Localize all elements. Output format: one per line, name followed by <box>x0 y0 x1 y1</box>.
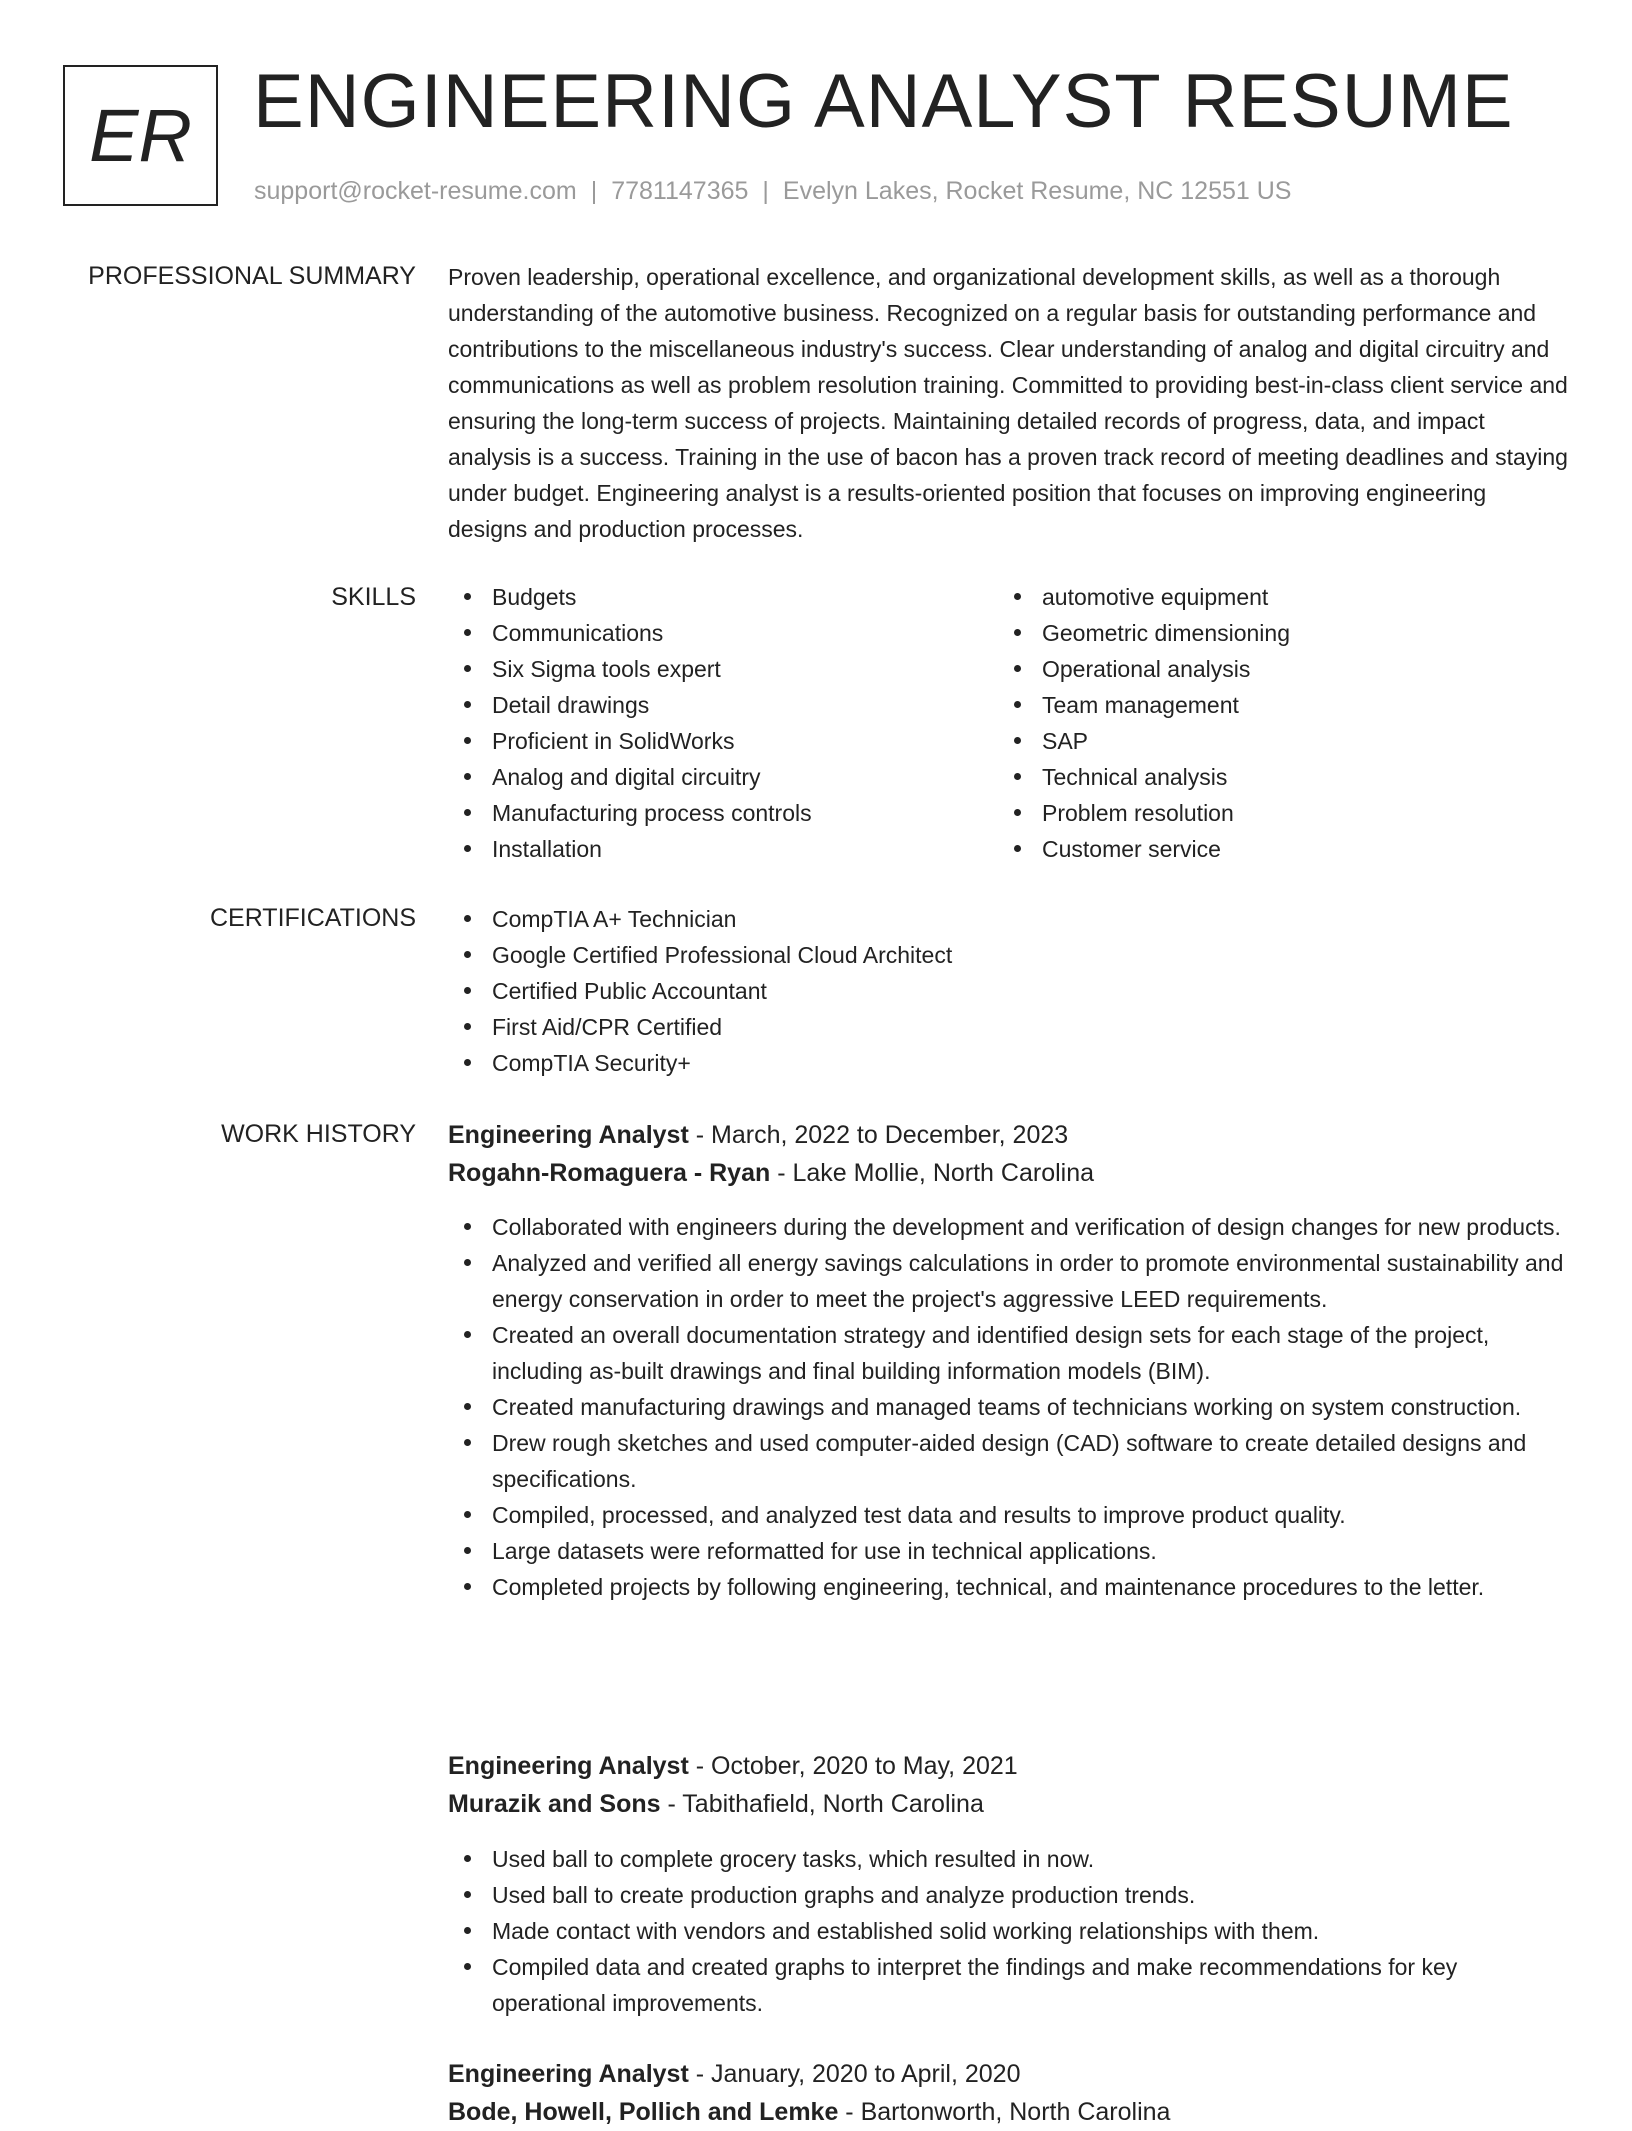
job-bullet: Large datasets were reformatted for use in technical applications. <box>448 1533 1570 1569</box>
summary-label: PROFESSIONAL SUMMARY <box>88 262 416 290</box>
monogram-initials: ER <box>63 65 218 206</box>
job-company: Murazik and Sons <box>448 1790 661 1818</box>
certification-item: Certified Public Accountant <box>448 973 1570 1009</box>
contact-line <box>254 174 1291 208</box>
skill-item: Customer service <box>998 831 1518 867</box>
certifications-list <box>448 901 1570 1081</box>
skill-item: Problem resolution <box>998 795 1518 831</box>
job-bullet: Completed projects by following engineering, technical, and maintenance procedures to the letter. <box>448 1569 1570 1605</box>
contact-address: Evelyn Lakes, Rocket Resume, NC 12551 US <box>782 177 1292 205</box>
job-dates: - January, 2020 to April, 2020 <box>688 2060 1021 2088</box>
skill-item: Analog and digital circuitry <box>448 759 968 795</box>
skill-item: Proficient in SolidWorks <box>448 723 968 759</box>
certifications-label: CERTIFICATIONS <box>209 904 416 932</box>
job-bullet: Collaborated with engineers during the development and verification of design changes for new products. <box>448 1209 1570 1245</box>
job-title: Engineering Analyst <box>448 1752 689 1780</box>
skills-label: SKILLS <box>331 583 416 611</box>
job-dates: - October, 2020 to May, 2021 <box>688 1752 1018 1780</box>
job-title-line <box>448 2055 1570 2093</box>
job-bullet: Created an overall documentation strategy and identified design sets for each stage of the project, including as-built drawings and final building information models (BIM). <box>448 1317 1570 1389</box>
job-entry <box>448 1747 1570 1823</box>
job-company-line <box>448 1154 1570 1192</box>
contact-separator: | <box>762 177 769 205</box>
job-bullet: Used ball to create production graphs and analyze production trends. <box>448 1877 1570 1913</box>
skill-item: Technical analysis <box>998 759 1518 795</box>
page-title: ENGINEERING ANALYST RESUME <box>253 59 1514 144</box>
job-company-line <box>448 1785 1570 1823</box>
skills-column-1 <box>448 579 968 867</box>
job-bullets <box>448 1209 1570 1605</box>
contact-separator: | <box>590 177 598 205</box>
skills-list <box>448 579 1570 869</box>
job-bullet: Compiled, processed, and analyzed test data and results to improve product quality. <box>448 1497 1570 1533</box>
skill-item: Installation <box>448 831 968 867</box>
job-company: Bode, Howell, Pollich and Lemke <box>448 2098 839 2126</box>
job-bullet: Compiled data and created graphs to interpret the findings and make recommendations for key operational improvements. <box>448 1949 1570 2021</box>
job-bullet: Created manufacturing drawings and managed teams of technicians working on system construction. <box>448 1389 1570 1425</box>
skill-item: automotive equipment <box>998 579 1518 615</box>
job-bullet: Made contact with vendors and established solid working relationships with them. <box>448 1913 1570 1949</box>
skill-item: Budgets <box>448 579 968 615</box>
job-bullet: Drew rough sketches and used computer-aided design (CAD) software to create detailed designs and specifications. <box>448 1425 1570 1497</box>
job-location: - Tabithafield, North Carolina <box>660 1790 984 1818</box>
summary-text: Proven leadership, operational excellence, and organizational development skills, as well as a thorough understanding of the automotive business. Recognized on a regular basis for outstanding performance and contributions to the miscellaneous industry's success. Clear understanding of analog and digital circuitry and communications as well as problem resolution training. Committed to providing best-in-class client service and ensuring the long-term success of projects. Maintaining detailed records of progress, data, and impact analysis is a success. Training in the use of bacon has a proven track record of meeting deadlines and staying under budget. Engineering analyst is a results-oriented position that focuses on improving engineering designs and production processes. <box>448 264 1568 542</box>
job-entry <box>448 1116 1570 1192</box>
job-location: - Bartonworth, North Carolina <box>838 2098 1171 2126</box>
skill-item: Operational analysis <box>998 651 1518 687</box>
skill-item: Team management <box>998 687 1518 723</box>
job-dates: - March, 2022 to December, 2023 <box>688 1121 1069 1149</box>
job-title-line <box>448 1747 1570 1785</box>
contact-email: support@rocket-resume.com <box>254 177 577 205</box>
skill-item: Geometric dimensioning <box>998 615 1518 651</box>
skill-item: SAP <box>998 723 1518 759</box>
job-title-line <box>448 1116 1570 1154</box>
job-entry <box>448 2055 1570 2131</box>
certification-item: CompTIA A+ Technician <box>448 901 1570 937</box>
job-company: Rogahn-Romaguera - Ryan <box>448 1159 771 1187</box>
certification-item: First Aid/CPR Certified <box>448 1009 1570 1045</box>
job-title: Engineering Analyst <box>448 1121 689 1149</box>
contact-phone: 7781147365 <box>611 177 749 205</box>
job-bullet: Analyzed and verified all energy savings calculations in order to promote environmental sustainability and energy conservation in order to meet the project's aggressive LEED requirements. <box>448 1245 1570 1317</box>
job-bullet: Used ball to complete grocery tasks, which resulted in now. <box>448 1841 1570 1877</box>
skills-column-2 <box>998 579 1518 867</box>
job-bullets <box>448 1841 1570 2021</box>
certification-item: Google Certified Professional Cloud Architect <box>448 937 1570 973</box>
work-history-label: WORK HISTORY <box>221 1120 416 1148</box>
skill-item: Detail drawings <box>448 687 968 723</box>
skill-item: Six Sigma tools expert <box>448 651 968 687</box>
job-location: - Lake Mollie, North Carolina <box>770 1159 1095 1187</box>
skill-item: Manufacturing process controls <box>448 795 968 831</box>
skill-item: Communications <box>448 615 968 651</box>
certification-item: CompTIA Security+ <box>448 1045 1570 1081</box>
job-company-line <box>448 2093 1570 2131</box>
job-title: Engineering Analyst <box>448 2060 689 2088</box>
